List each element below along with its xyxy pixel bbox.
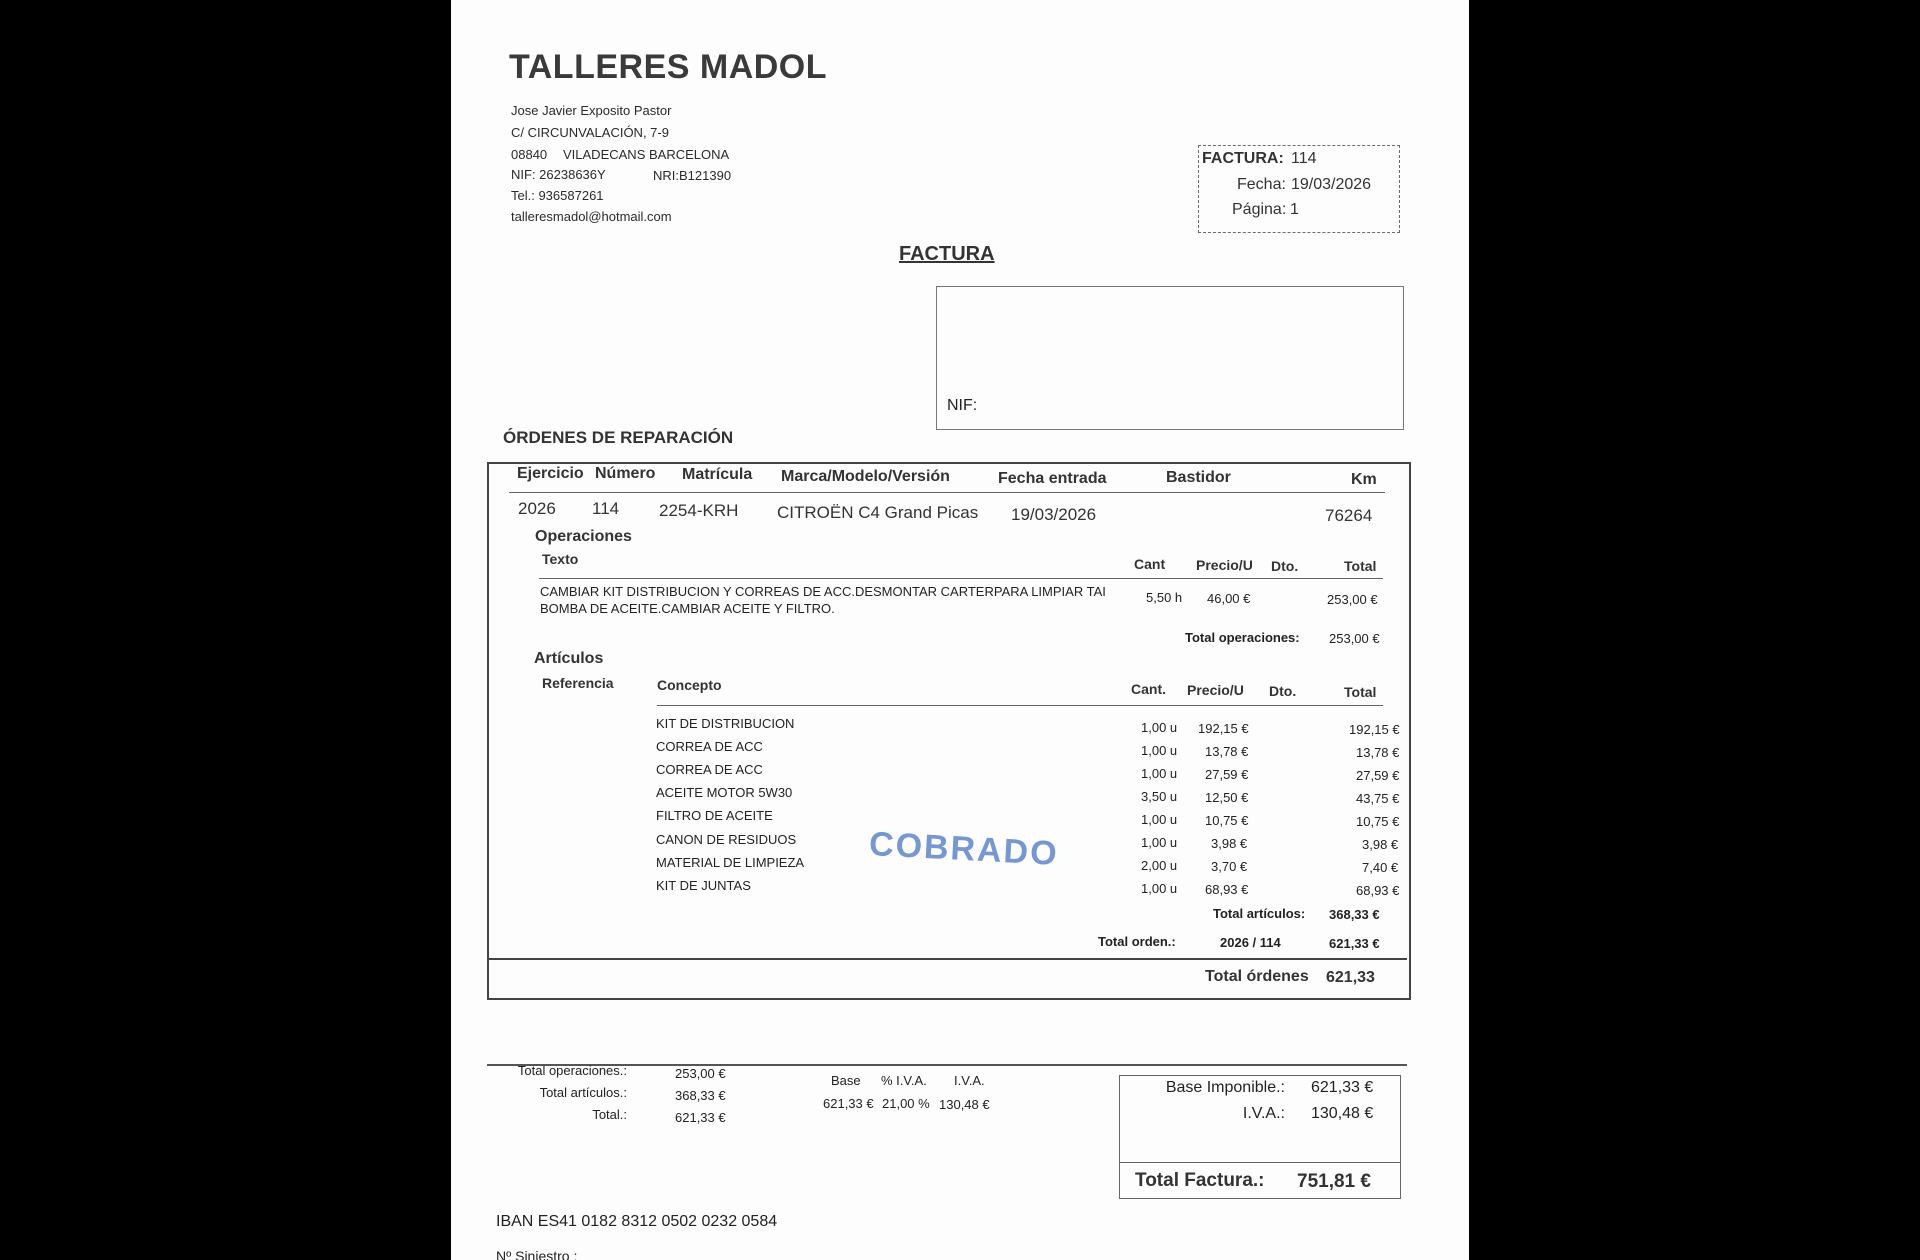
iva-base-value: 621,33 €	[823, 1096, 874, 1111]
op-precio: 46,00 €	[1207, 591, 1251, 606]
article-total: 7,40 €	[1362, 860, 1399, 875]
summary-articulos-value: 368,33 €	[675, 1088, 726, 1103]
iva-label: I.V.A.:	[1242, 1105, 1285, 1122]
summary-operaciones-label: Total operaciones.:	[517, 1063, 627, 1078]
articulos-divider	[657, 705, 1383, 706]
summary-total-label: Total.:	[592, 1107, 627, 1122]
op-header-texto: Texto	[542, 551, 579, 567]
factura-value: 114	[1291, 150, 1317, 167]
articulos-total-value: 368,33 €	[1329, 907, 1380, 922]
total-ordenes-label: Total órdenes	[1205, 968, 1309, 985]
row-numero: 114	[592, 499, 620, 518]
invoice-page	[451, 0, 1469, 1260]
article-total: 27,59 €	[1356, 768, 1400, 783]
op-cant: 5,50 h	[1146, 590, 1183, 605]
article-concepto: CORREA DE ACC	[656, 739, 763, 754]
iva-base-header: Base	[831, 1073, 861, 1088]
art-header-dto: Dto.	[1269, 683, 1297, 699]
company-owner: Jose Javier Exposito Pastor	[511, 103, 672, 118]
header-bastidor: Bastidor	[1166, 469, 1231, 486]
article-precio: 192,15 €	[1198, 721, 1249, 736]
factura-label: FACTURA:	[1202, 150, 1284, 167]
header-ejercicio: Ejercicio	[517, 465, 584, 482]
article-cant: 1,00 u	[1141, 881, 1178, 896]
art-header-referencia: Referencia	[542, 675, 614, 691]
fecha-label: Fecha:	[1237, 176, 1286, 193]
op-header-cant: Cant	[1134, 556, 1166, 572]
article-total: 10,75 €	[1356, 814, 1400, 829]
totals-divider	[1119, 1162, 1401, 1163]
iva-pct-value: 21,00 %	[882, 1096, 930, 1111]
article-precio: 68,93 €	[1205, 882, 1249, 897]
summary-articulos-label: Total artículos.:	[539, 1085, 627, 1100]
article-total: 68,93 €	[1356, 883, 1400, 898]
article-total: 43,75 €	[1356, 791, 1400, 806]
cobrado-stamp: COBRADO	[868, 825, 1060, 873]
article-precio: 3,70 €	[1211, 859, 1248, 874]
summary-operaciones-value: 253,00 €	[675, 1066, 726, 1081]
art-header-total: Total	[1344, 684, 1377, 700]
iva-pct-header: % I.V.A.	[881, 1073, 927, 1088]
articulos-title: Artículos	[534, 650, 604, 667]
operaciones-divider	[539, 578, 1383, 579]
operaciones-title: Operaciones	[535, 528, 632, 545]
header-fecha-entrada: Fecha entrada	[998, 470, 1107, 487]
op-total-label: Total operaciones:	[1185, 630, 1300, 645]
total-orden-label: Total orden.:	[1098, 934, 1176, 949]
article-concepto: ACEITE MOTOR 5W30	[656, 785, 793, 800]
base-imponible-label: Base Imponible.:	[1165, 1079, 1285, 1096]
article-cant: 3,50 u	[1141, 789, 1178, 804]
company-nri: NRI:B121390	[653, 168, 732, 183]
article-concepto: FILTRO DE ACEITE	[656, 808, 773, 823]
orders-section-title: ÓRDENES DE REPARACIÓN	[503, 428, 734, 447]
article-cant: 1,00 u	[1141, 720, 1178, 735]
total-orden-value: 621,33 €	[1329, 936, 1380, 951]
company-email: talleresmadol@hotmail.com	[511, 209, 672, 224]
art-header-precio: Precio/U	[1187, 682, 1244, 698]
company-nif: NIF: 26238636Y	[511, 167, 606, 182]
total-orden-ref: 2026 / 114	[1220, 935, 1281, 950]
iva-iva-header: I.V.A.	[954, 1073, 985, 1088]
fecha-value: 19/03/2026	[1291, 176, 1372, 193]
iva-iva-value: 130,48 €	[939, 1097, 990, 1112]
client-nif-label: NIF:	[947, 397, 978, 414]
article-cant: 1,00 u	[1141, 835, 1178, 850]
op-text-line-1: CAMBIAR KIT DISTRIBUCION Y CORREAS DE ACC.DESMONTAR CARTERPARA LIMPIAR TAI	[540, 584, 1106, 599]
row-ejercicio: 2026	[518, 499, 556, 518]
article-total: 192,15 €	[1349, 722, 1400, 737]
total-factura-label: Total Factura.:	[1135, 1170, 1265, 1191]
row-marca: CITROËN C4 Grand Picas	[777, 503, 979, 522]
article-precio: 3,98 €	[1211, 836, 1248, 851]
iban: IBAN ES41 0182 8312 0502 0232 0584	[496, 1213, 778, 1230]
header-numero: Número	[595, 465, 656, 482]
header-marca: Marca/Modelo/Versión	[781, 468, 950, 485]
total-ordenes-value: 621,33	[1326, 969, 1375, 986]
article-concepto: MATERIAL DE LIMPIEZA	[656, 855, 805, 870]
articulos-total-label: Total artículos:	[1213, 906, 1306, 921]
company-city: VILADECANS BARCELONA	[563, 147, 730, 162]
article-precio: 27,59 €	[1205, 767, 1249, 782]
company-phone: Tel.: 936587261	[511, 188, 604, 203]
client-box	[936, 286, 1404, 430]
row-matricula: 2254-KRH	[659, 501, 739, 520]
article-precio: 10,75 €	[1205, 813, 1249, 828]
op-header-dto: Dto.	[1271, 558, 1299, 574]
op-header-precio: Precio/U	[1196, 557, 1253, 573]
iva-value: 130,48 €	[1311, 1105, 1374, 1122]
article-total: 3,98 €	[1362, 837, 1399, 852]
art-header-concepto: Concepto	[657, 677, 722, 693]
article-cant: 1,00 u	[1141, 812, 1178, 827]
article-cant: 1,00 u	[1141, 766, 1178, 781]
base-imponible-value: 621,33 €	[1311, 1079, 1374, 1096]
article-total: 13,78 €	[1356, 745, 1400, 760]
art-header-cant: Cant.	[1131, 681, 1166, 697]
document-title: FACTURA	[899, 243, 995, 265]
article-concepto: CORREA DE ACC	[656, 762, 763, 777]
company-postal-code: 08840	[511, 147, 548, 162]
article-concepto: CANON DE RESIDUOS	[656, 832, 797, 847]
article-precio: 13,78 €	[1205, 744, 1249, 759]
row-km: 76264	[1325, 506, 1373, 525]
company-address: C/ CIRCUNVALACIÓN, 7-9	[511, 125, 669, 140]
article-concepto: KIT DE DISTRIBUCION	[656, 716, 795, 731]
article-cant: 2,00 u	[1141, 858, 1178, 873]
op-header-total: Total	[1344, 558, 1377, 574]
orders-header-divider	[509, 492, 1385, 493]
op-total: 253,00 €	[1327, 592, 1378, 607]
orders-footer-divider	[487, 958, 1407, 960]
article-cant: 1,00 u	[1141, 743, 1178, 758]
row-fecha-entrada: 19/03/2026	[1011, 505, 1097, 524]
article-concepto: KIT DE JUNTAS	[656, 878, 751, 893]
pagina-value: 1	[1290, 201, 1299, 218]
header-km: Km	[1351, 471, 1377, 488]
summary-total-value: 621,33 €	[675, 1110, 726, 1125]
header-matricula: Matrícula	[682, 466, 753, 483]
total-factura-value: 751,81 €	[1297, 1171, 1371, 1192]
company-name: TALLERES MADOL	[509, 48, 828, 86]
pagina-label: Página:	[1232, 201, 1287, 218]
article-precio: 12,50 €	[1205, 790, 1249, 805]
op-text-line-2: BOMBA DE ACEITE.CAMBIAR ACEITE Y FILTRO.	[540, 601, 835, 616]
siniestro-label: Nº Siniestro :	[496, 1248, 578, 1260]
op-total-value: 253,00 €	[1329, 631, 1380, 646]
